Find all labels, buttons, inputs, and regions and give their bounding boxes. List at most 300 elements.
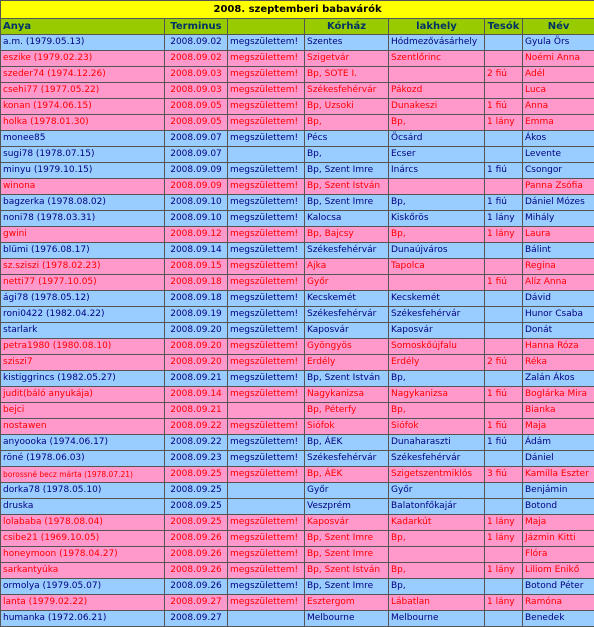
cell-nev: Alíz Anna bbox=[523, 275, 594, 291]
table-row bbox=[1, 243, 594, 259]
cell-korhaz: Bp, ÁEK bbox=[305, 435, 389, 451]
table-row bbox=[1, 531, 594, 547]
cell-nev: Botond bbox=[523, 499, 594, 515]
cell-anya: röné (1978.06.03) bbox=[1, 451, 165, 467]
cell-lakhely: Pákozd bbox=[389, 83, 485, 99]
table-row bbox=[1, 275, 594, 291]
cell-tesok bbox=[485, 547, 523, 563]
cell-tesok: 1 fiú bbox=[485, 275, 523, 291]
cell-status bbox=[228, 611, 305, 627]
cell-status bbox=[228, 499, 305, 515]
cell-nev: Panna Zsófia bbox=[523, 179, 594, 195]
table-row bbox=[1, 35, 594, 51]
cell-lakhely: Öcsárd bbox=[389, 131, 485, 147]
cell-korhaz: Győr bbox=[305, 275, 389, 291]
cell-tesok: 1 lány bbox=[485, 115, 523, 131]
cell-anya: eszike (1979.02.23) bbox=[1, 51, 165, 67]
cell-terminus: 2008.09.10 bbox=[165, 211, 228, 227]
cell-lakhely: Győr bbox=[389, 483, 485, 499]
table-row bbox=[1, 291, 594, 307]
table-row bbox=[1, 307, 594, 323]
header-lakhely: lakhely bbox=[389, 19, 485, 35]
table-row bbox=[1, 227, 594, 243]
cell-korhaz: Gyöngyös bbox=[305, 339, 389, 355]
cell-status: megszülettem! bbox=[228, 339, 305, 355]
cell-anya: dorka78 (1978.05.10) bbox=[1, 483, 165, 499]
cell-tesok bbox=[485, 323, 523, 339]
cell-korhaz: Bp, Bajcsy bbox=[305, 227, 389, 243]
cell-korhaz: Székesfehérvár bbox=[305, 243, 389, 259]
cell-lakhely: Bp, bbox=[389, 403, 485, 419]
cell-status: megszülettem! bbox=[228, 307, 305, 323]
cell-status: megszülettem! bbox=[228, 451, 305, 467]
table-row bbox=[1, 83, 594, 99]
cell-korhaz: Győr bbox=[305, 483, 389, 499]
cell-status: megszülettem! bbox=[228, 435, 305, 451]
cell-terminus: 2008.09.20 bbox=[165, 355, 228, 371]
cell-nev: Hanna Róza bbox=[523, 339, 594, 355]
cell-lakhely: Dunaújváros bbox=[389, 243, 485, 259]
cell-anya: petra1980 (1980.08.10) bbox=[1, 339, 165, 355]
header-terminus: Terminus bbox=[165, 19, 228, 35]
cell-status: megszülettem! bbox=[228, 211, 305, 227]
cell-nev: Anna bbox=[523, 99, 594, 115]
cell-status bbox=[228, 147, 305, 163]
cell-status: megszülettem! bbox=[228, 51, 305, 67]
cell-terminus: 2008.09.07 bbox=[165, 131, 228, 147]
cell-lakhely: Siófok bbox=[389, 419, 485, 435]
cell-korhaz: Bp, Szent Imre bbox=[305, 547, 389, 563]
cell-tesok: 1 fiú bbox=[485, 419, 523, 435]
cell-nev: Kamilla Eszter bbox=[523, 467, 594, 483]
cell-nev: Adél bbox=[523, 67, 594, 83]
cell-lakhely bbox=[389, 275, 485, 291]
cell-terminus: 2008.09.02 bbox=[165, 35, 228, 51]
page-title: 2008. szeptemberi babavárók bbox=[1, 1, 594, 19]
cell-nev: Hunor Csaba bbox=[523, 307, 594, 323]
cell-anya: noni78 (1978.03.31) bbox=[1, 211, 165, 227]
header-status bbox=[228, 19, 305, 35]
cell-status: megszülettem! bbox=[228, 547, 305, 563]
cell-lakhely: Tapolca bbox=[389, 259, 485, 275]
cell-anya: roni0422 (1982.04.22) bbox=[1, 307, 165, 323]
cell-tesok bbox=[485, 179, 523, 195]
table-row bbox=[1, 419, 594, 435]
table-row bbox=[1, 147, 594, 163]
cell-status: megszülettem! bbox=[228, 515, 305, 531]
cell-korhaz: Siófok bbox=[305, 419, 389, 435]
cell-nev: Jázmin Kitti bbox=[523, 531, 594, 547]
cell-tesok bbox=[485, 83, 523, 99]
table-row bbox=[1, 67, 594, 83]
cell-anya: ági78 (1978.05.12) bbox=[1, 291, 165, 307]
cell-korhaz: Melbourne bbox=[305, 611, 389, 627]
table-row bbox=[1, 323, 594, 339]
cell-nev: Emma bbox=[523, 115, 594, 131]
cell-anya: sarkantyúka bbox=[1, 563, 165, 579]
cell-status: megszülettem! bbox=[228, 259, 305, 275]
cell-anya: nostawen bbox=[1, 419, 165, 435]
cell-tesok: 1 fiú bbox=[485, 435, 523, 451]
cell-lakhely: Erdély bbox=[389, 355, 485, 371]
cell-tesok bbox=[485, 339, 523, 355]
cell-nev: Mihály bbox=[523, 211, 594, 227]
cell-tesok bbox=[485, 579, 523, 595]
cell-nev: Bálint bbox=[523, 243, 594, 259]
cell-terminus: 2008.09.05 bbox=[165, 99, 228, 115]
cell-status: megszülettem! bbox=[228, 563, 305, 579]
cell-status: megszülettem! bbox=[228, 67, 305, 83]
cell-status: megszülettem! bbox=[228, 387, 305, 403]
cell-anya: lolababa (1978.08.04) bbox=[1, 515, 165, 531]
header-nev: Név bbox=[523, 19, 594, 35]
cell-lakhely: Bp, bbox=[389, 371, 485, 387]
cell-korhaz: Pécs bbox=[305, 131, 389, 147]
cell-nev: Regina bbox=[523, 259, 594, 275]
cell-korhaz: Bp, Szent Imre bbox=[305, 195, 389, 211]
cell-terminus: 2008.09.20 bbox=[165, 339, 228, 355]
table-row bbox=[1, 211, 594, 227]
cell-status: megszülettem! bbox=[228, 531, 305, 547]
cell-lakhely: Dunakeszi bbox=[389, 99, 485, 115]
cell-nev: Noémi Anna bbox=[523, 51, 594, 67]
cell-nev: Benjámin bbox=[523, 483, 594, 499]
table-row bbox=[1, 563, 594, 579]
cell-anya: winona bbox=[1, 179, 165, 195]
cell-terminus: 2008.09.09 bbox=[165, 179, 228, 195]
cell-status: megszülettem! bbox=[228, 163, 305, 179]
cell-status: megszülettem! bbox=[228, 579, 305, 595]
cell-korhaz: Bp, Szent István bbox=[305, 371, 389, 387]
cell-status: megszülettem! bbox=[228, 83, 305, 99]
cell-lakhely: Nagykanizsa bbox=[389, 387, 485, 403]
cell-anya: sz.sziszi (1978.02.23) bbox=[1, 259, 165, 275]
cell-korhaz: Esztergom bbox=[305, 595, 389, 611]
cell-korhaz: Kaposvár bbox=[305, 515, 389, 531]
cell-tesok: 1 lány bbox=[485, 563, 523, 579]
cell-terminus: 2008.09.22 bbox=[165, 419, 228, 435]
cell-korhaz: Nagykanizsa bbox=[305, 387, 389, 403]
cell-lakhely: Kadarkút bbox=[389, 515, 485, 531]
cell-anya: minyu (1979.10.15) bbox=[1, 163, 165, 179]
cell-lakhely: Bp, bbox=[389, 579, 485, 595]
header-korhaz: Kórház bbox=[305, 19, 389, 35]
cell-lakhely bbox=[389, 547, 485, 563]
cell-nev: Ramóna bbox=[523, 595, 594, 611]
cell-anya: humanka (1972.06.21) bbox=[1, 611, 165, 627]
cell-anya: starlark bbox=[1, 323, 165, 339]
cell-korhaz: Székesfehérvár bbox=[305, 307, 389, 323]
cell-anya: bagzerka (1978.08.02) bbox=[1, 195, 165, 211]
table-row bbox=[1, 259, 594, 275]
cell-terminus: 2008.09.14 bbox=[165, 387, 228, 403]
cell-lakhely: Balatonfőkajár bbox=[389, 499, 485, 515]
cell-anya: szeder74 (1974.12.26) bbox=[1, 67, 165, 83]
cell-anya: blümi (1976.08.17) bbox=[1, 243, 165, 259]
cell-terminus: 2008.09.22 bbox=[165, 435, 228, 451]
table-row bbox=[1, 467, 594, 483]
cell-lakhely: Kaposvár bbox=[389, 323, 485, 339]
cell-nev: Maja bbox=[523, 419, 594, 435]
cell-nev: Dávid bbox=[523, 291, 594, 307]
cell-tesok: 1 lány bbox=[485, 531, 523, 547]
cell-status: megszülettem! bbox=[228, 35, 305, 51]
table-row bbox=[1, 483, 594, 499]
cell-nev: Dániel bbox=[523, 451, 594, 467]
cell-tesok bbox=[485, 499, 523, 515]
cell-terminus: 2008.09.19 bbox=[165, 307, 228, 323]
cell-tesok: 1 fiú bbox=[485, 387, 523, 403]
cell-anya: honeymoon (1978.04.27) bbox=[1, 547, 165, 563]
cell-tesok bbox=[485, 483, 523, 499]
table-row bbox=[1, 547, 594, 563]
cell-tesok: 1 fiú bbox=[485, 163, 523, 179]
cell-status: megszülettem! bbox=[228, 323, 305, 339]
table-row bbox=[1, 99, 594, 115]
cell-status: megszülettem! bbox=[228, 371, 305, 387]
cell-lakhely: Dunaharaszti bbox=[389, 435, 485, 451]
cell-terminus: 2008.09.27 bbox=[165, 611, 228, 627]
cell-terminus: 2008.09.25 bbox=[165, 483, 228, 499]
cell-terminus: 2008.09.25 bbox=[165, 515, 228, 531]
cell-korhaz: Kaposvár bbox=[305, 323, 389, 339]
cell-nev: Ádám bbox=[523, 435, 594, 451]
cell-lakhely: Inárcs bbox=[389, 163, 485, 179]
cell-terminus: 2008.09.07 bbox=[165, 147, 228, 163]
cell-korhaz: Bp, Szent István bbox=[305, 179, 389, 195]
cell-tesok bbox=[485, 243, 523, 259]
table-row bbox=[1, 51, 594, 67]
cell-nev: Levente bbox=[523, 147, 594, 163]
cell-anya: anyoooka (1974.06.17) bbox=[1, 435, 165, 451]
cell-terminus: 2008.09.03 bbox=[165, 67, 228, 83]
cell-anya: holka (1978.01.30) bbox=[1, 115, 165, 131]
table-row bbox=[1, 611, 594, 627]
cell-nev: Csongor bbox=[523, 163, 594, 179]
table-row bbox=[1, 179, 594, 195]
cell-nev: Flóra bbox=[523, 547, 594, 563]
cell-nev: Bianka bbox=[523, 403, 594, 419]
cell-terminus: 2008.09.05 bbox=[165, 115, 228, 131]
cell-tesok bbox=[485, 131, 523, 147]
cell-terminus: 2008.09.25 bbox=[165, 499, 228, 515]
cell-status: megszülettem! bbox=[228, 115, 305, 131]
cell-korhaz: Szentes bbox=[305, 35, 389, 51]
cell-terminus: 2008.09.27 bbox=[165, 595, 228, 611]
cell-anya: sziszi7 bbox=[1, 355, 165, 371]
cell-anya: konan (1974.06.15) bbox=[1, 99, 165, 115]
table-row bbox=[1, 595, 594, 611]
table-row bbox=[1, 515, 594, 531]
cell-tesok: 1 lány bbox=[485, 595, 523, 611]
cell-terminus: 2008.09.26 bbox=[165, 579, 228, 595]
cell-tesok bbox=[485, 371, 523, 387]
cell-tesok bbox=[485, 35, 523, 51]
table-row bbox=[1, 403, 594, 419]
cell-anya: borossné becz márta (1978.07.21) bbox=[1, 467, 165, 483]
cell-nev: Ákos bbox=[523, 131, 594, 147]
cell-tesok: 2 fiú bbox=[485, 355, 523, 371]
cell-nev: Zalán Ákos bbox=[523, 371, 594, 387]
cell-korhaz: Kecskemét bbox=[305, 291, 389, 307]
cell-lakhely: Székesfehérvár bbox=[389, 307, 485, 323]
cell-korhaz: Erdély bbox=[305, 355, 389, 371]
cell-terminus: 2008.09.21 bbox=[165, 403, 228, 419]
cell-nev: Liliom Enikő bbox=[523, 563, 594, 579]
cell-lakhely: Ecser bbox=[389, 147, 485, 163]
cell-anya: netti77 (1977.10.05) bbox=[1, 275, 165, 291]
cell-korhaz: Bp, Péterfy bbox=[305, 403, 389, 419]
cell-nev: Laura bbox=[523, 227, 594, 243]
table-row bbox=[1, 499, 594, 515]
cell-terminus: 2008.09.18 bbox=[165, 291, 228, 307]
cell-terminus: 2008.09.26 bbox=[165, 563, 228, 579]
cell-terminus: 2008.09.03 bbox=[165, 83, 228, 99]
cell-terminus: 2008.09.20 bbox=[165, 323, 228, 339]
cell-terminus: 2008.09.10 bbox=[165, 195, 228, 211]
cell-terminus: 2008.09.02 bbox=[165, 51, 228, 67]
table-row bbox=[1, 115, 594, 131]
cell-korhaz: Veszprém bbox=[305, 499, 389, 515]
cell-lakhely: Melbourne bbox=[389, 611, 485, 627]
cell-nev: Boglárka Mira bbox=[523, 387, 594, 403]
cell-status: megszülettem! bbox=[228, 195, 305, 211]
cell-tesok: 1 lány bbox=[485, 211, 523, 227]
cell-tesok: 1 lány bbox=[485, 515, 523, 531]
cell-korhaz: Kalocsa bbox=[305, 211, 389, 227]
cell-tesok: 1 fiú bbox=[485, 195, 523, 211]
cell-status: megszülettem! bbox=[228, 595, 305, 611]
cell-status: megszülettem! bbox=[228, 227, 305, 243]
cell-anya: a.m. (1979.05.13) bbox=[1, 35, 165, 51]
cell-terminus: 2008.09.21 bbox=[165, 371, 228, 387]
cell-lakhely bbox=[389, 179, 485, 195]
cell-tesok bbox=[485, 403, 523, 419]
title-row bbox=[1, 1, 594, 19]
cell-terminus: 2008.09.18 bbox=[165, 275, 228, 291]
cell-korhaz: Ajka bbox=[305, 259, 389, 275]
table-row bbox=[1, 339, 594, 355]
cell-korhaz: Székesfehérvár bbox=[305, 451, 389, 467]
cell-korhaz: Bp, bbox=[305, 115, 389, 131]
cell-status: megszülettem! bbox=[228, 275, 305, 291]
cell-anya: ormolya (1979.05.07) bbox=[1, 579, 165, 595]
table-row bbox=[1, 579, 594, 595]
cell-tesok: 3 fiú bbox=[485, 467, 523, 483]
cell-terminus: 2008.09.14 bbox=[165, 243, 228, 259]
cell-lakhely: Bp, bbox=[389, 563, 485, 579]
cell-nev: Gyula Örs bbox=[523, 35, 594, 51]
cell-anya: lanta (1979.02.22) bbox=[1, 595, 165, 611]
cell-anya: bejci bbox=[1, 403, 165, 419]
cell-korhaz: Székesfehérvár bbox=[305, 83, 389, 99]
cell-status: megszülettem! bbox=[228, 131, 305, 147]
cell-tesok bbox=[485, 307, 523, 323]
cell-lakhely: Bp, bbox=[389, 195, 485, 211]
cell-lakhely: Szentlőrinc bbox=[389, 51, 485, 67]
cell-tesok: 2 fiú bbox=[485, 67, 523, 83]
cell-status: megszülettem! bbox=[228, 179, 305, 195]
cell-lakhely bbox=[389, 67, 485, 83]
cell-nev: Réka bbox=[523, 355, 594, 371]
cell-terminus: 2008.09.23 bbox=[165, 451, 228, 467]
cell-lakhely: Szigetszentmiklós bbox=[389, 467, 485, 483]
table-row bbox=[1, 387, 594, 403]
cell-terminus: 2008.09.09 bbox=[165, 163, 228, 179]
cell-status: megszülettem! bbox=[228, 355, 305, 371]
cell-korhaz: Bp, Uzsoki bbox=[305, 99, 389, 115]
cell-nev: Benedek bbox=[523, 611, 594, 627]
cell-terminus: 2008.09.12 bbox=[165, 227, 228, 243]
cell-terminus: 2008.09.26 bbox=[165, 547, 228, 563]
cell-anya: kistiggrincs (1982.05.27) bbox=[1, 371, 165, 387]
cell-korhaz: Bp, ÁEK bbox=[305, 467, 389, 483]
cell-terminus: 2008.09.15 bbox=[165, 259, 228, 275]
cell-terminus: 2008.09.26 bbox=[165, 531, 228, 547]
cell-anya: judit(báló anyukája) bbox=[1, 387, 165, 403]
cell-lakhely: Hódmezővásárhely bbox=[389, 35, 485, 51]
cell-nev: Donát bbox=[523, 323, 594, 339]
table-row bbox=[1, 371, 594, 387]
cell-lakhely: Lábatlan bbox=[389, 595, 485, 611]
cell-tesok bbox=[485, 147, 523, 163]
cell-status bbox=[228, 403, 305, 419]
table-row bbox=[1, 451, 594, 467]
cell-korhaz: Bp, Szent Imre bbox=[305, 531, 389, 547]
cell-tesok bbox=[485, 611, 523, 627]
cell-terminus: 2008.09.25 bbox=[165, 467, 228, 483]
cell-lakhely: Bp, bbox=[389, 227, 485, 243]
cell-lakhely: Bp, bbox=[389, 531, 485, 547]
table-row bbox=[1, 131, 594, 147]
cell-status: megszülettem! bbox=[228, 291, 305, 307]
cell-korhaz: Bp, Szent Imre bbox=[305, 163, 389, 179]
cell-anya: monee85 bbox=[1, 131, 165, 147]
cell-nev: Luca bbox=[523, 83, 594, 99]
cell-anya: csibe21 (1969.10.05) bbox=[1, 531, 165, 547]
cell-tesok bbox=[485, 291, 523, 307]
cell-nev: Botond Péter bbox=[523, 579, 594, 595]
table-row bbox=[1, 195, 594, 211]
cell-lakhely: Székesfehérvár bbox=[389, 451, 485, 467]
table-row bbox=[1, 163, 594, 179]
cell-korhaz: Bp, Szent Imre bbox=[305, 579, 389, 595]
header-anya: Anya bbox=[1, 19, 165, 35]
cell-nev: Dániel Mózes bbox=[523, 195, 594, 211]
cell-anya: druska bbox=[1, 499, 165, 515]
cell-lakhely: Kecskemét bbox=[389, 291, 485, 307]
cell-lakhely: Somoskőújfalu bbox=[389, 339, 485, 355]
cell-anya: csehi77 (1977.05.22) bbox=[1, 83, 165, 99]
cell-korhaz: Bp, Szent István bbox=[305, 563, 389, 579]
cell-lakhely: Bp, bbox=[389, 115, 485, 131]
table-row bbox=[1, 435, 594, 451]
cell-korhaz: Bp, SOTE I. bbox=[305, 67, 389, 83]
cell-korhaz: Bp, bbox=[305, 147, 389, 163]
cell-status: megszülettem! bbox=[228, 467, 305, 483]
cell-tesok bbox=[485, 51, 523, 67]
cell-anya: gwini bbox=[1, 227, 165, 243]
cell-status: megszülettem! bbox=[228, 419, 305, 435]
header-tesok: Tesók bbox=[485, 19, 523, 35]
cell-tesok bbox=[485, 451, 523, 467]
table-row bbox=[1, 355, 594, 371]
cell-status: megszülettem! bbox=[228, 243, 305, 259]
cell-lakhely: Kiskőrös bbox=[389, 211, 485, 227]
cell-status bbox=[228, 483, 305, 499]
cell-anya: sugi78 (1978.07.15) bbox=[1, 147, 165, 163]
header-row bbox=[1, 19, 594, 35]
